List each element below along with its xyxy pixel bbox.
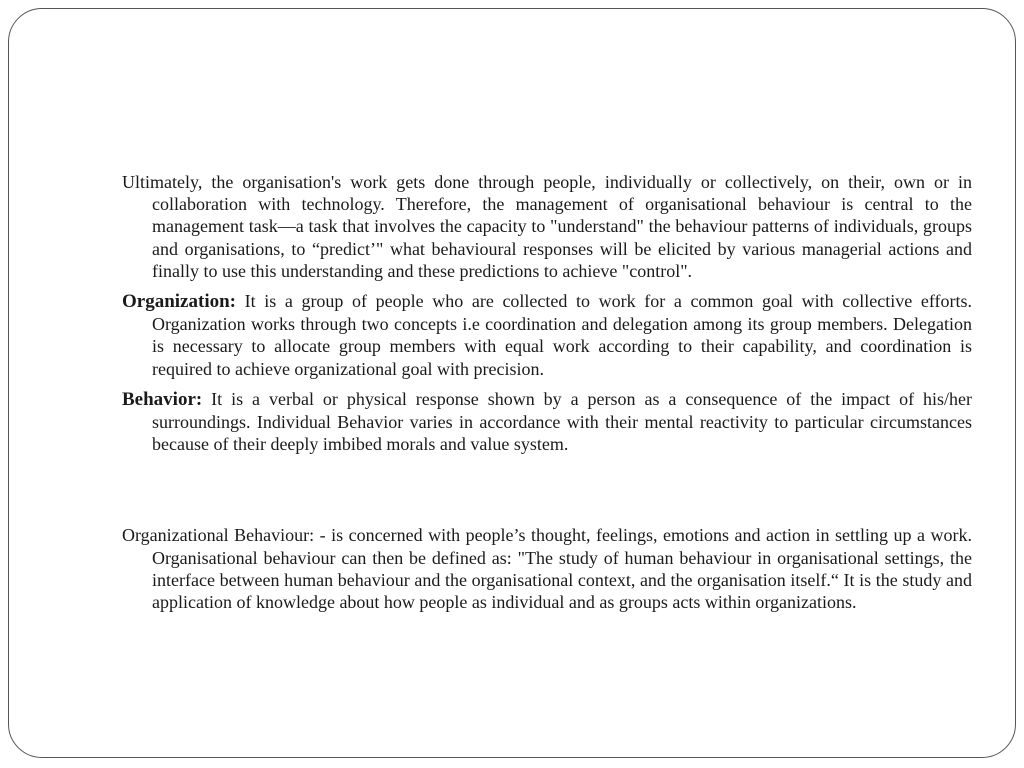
paragraph-organization <box>122 290 972 380</box>
organization-term: Organization: <box>122 291 236 313</box>
slide-body <box>122 171 972 613</box>
paragraph-ultimately <box>122 171 972 282</box>
organizational-behaviour-text: Organizational Behaviour: - is concerned with people’s thought, feelings, emotions and action in settling up a work. Organisational behaviour can then be defined as: "The study of human behaviour in organisational settings, the interface between human behaviour and the organisational context, and the organisation itself.“ It is the study and application of knowledge about how people as individual and as groups acts within organizations. <box>122 525 972 613</box>
paragraph-behavior <box>122 388 972 456</box>
behavior-term: Behavior: <box>122 388 203 410</box>
paragraph-organizational-behaviour <box>122 524 972 613</box>
organization-definition: It is a group of people who are collected to work for a common goal with collective efforts. Organization works through two concepts i.e coordination and delegation among its group members. Delegation is necessary to allocate group members with equal work according to their capability, and coordination is required to achieve organizational goal with precision. <box>152 291 972 379</box>
behavior-definition: It is a verbal or physical response shown by a person as a consequence of the impact of his/her surroundings. Individual Behavior varies in accordance with their mental reactivity to particular circumstances because of their deeply imbibed morals and value system. <box>152 388 972 455</box>
slide-frame <box>8 8 1016 758</box>
paragraph-ultimately-text: Ultimately, the organisation's work gets done through people, individually or collectively, on their, own or in collaboration with technology. Therefore, the management of organisational behaviour is central to the management task—a task that involves the capacity to "understand" the behaviour patterns of individuals, groups and organisations, to “predict’" what behavioural responses will be elicited by various managerial actions and finally to use this understanding and these predictions to achieve "control". <box>122 172 972 281</box>
